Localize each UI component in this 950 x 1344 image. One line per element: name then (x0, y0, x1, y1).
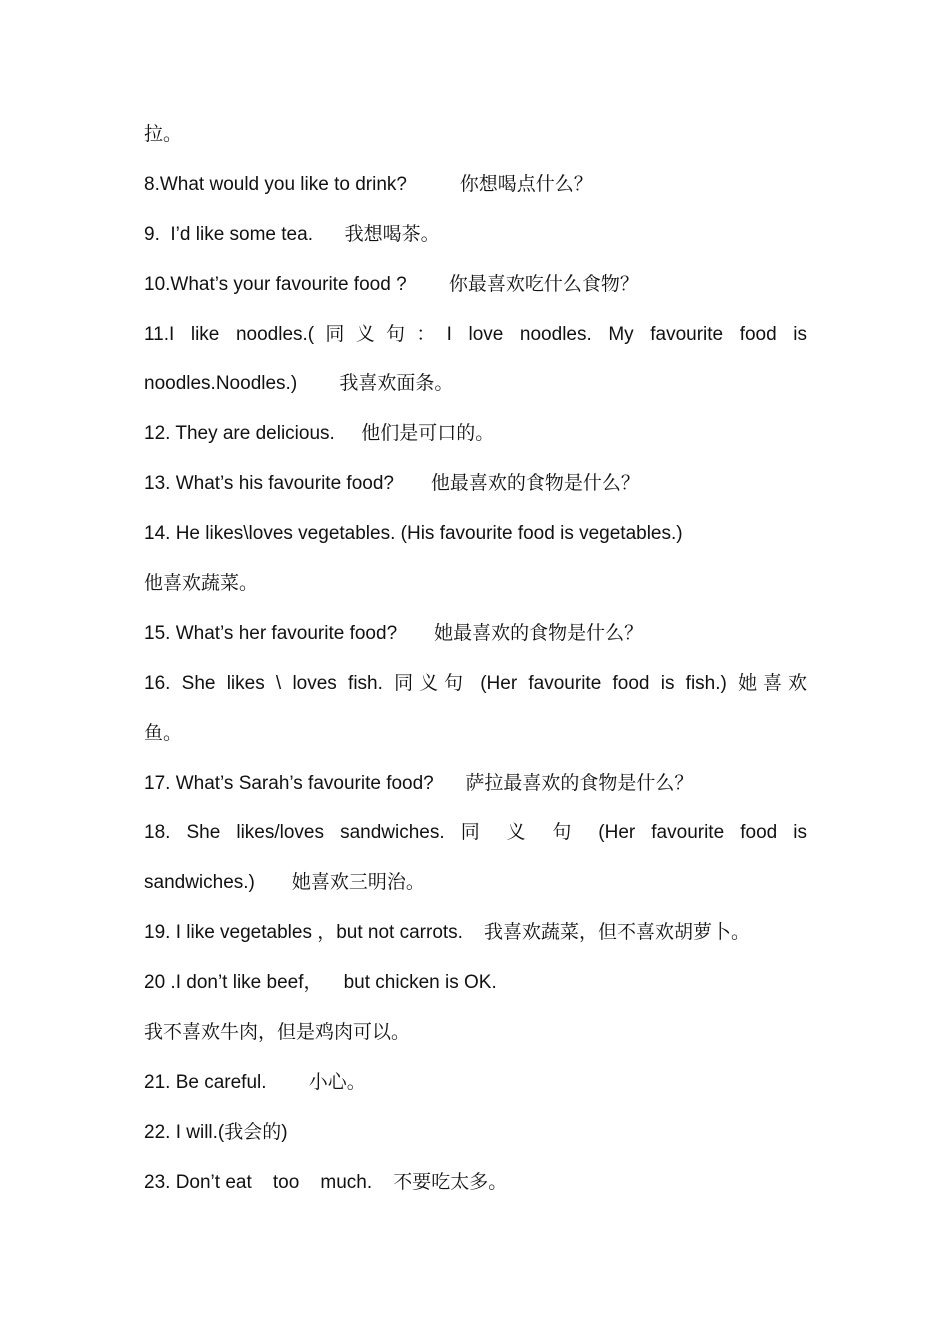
text-line-22: 23. Don’t eat too much. 不要吃太多。 (144, 1171, 508, 1193)
text-line-1: 拉。 (144, 124, 183, 145)
text-line-19: 我不喜欢牛肉，但是鸡肉可以。 (144, 1022, 411, 1044)
text-line-9: 14. He likes\loves vegetables. (His favourite food is vegetables.) (144, 523, 683, 545)
text-line-7: 12. They are delicious. 他们是可口的。 (144, 423, 495, 445)
text-line-13: 鱼。 (144, 722, 183, 744)
document-page (144, 110, 807, 1208)
text-line-21: 22. I will.(我会的) (144, 1121, 288, 1143)
text-line-8: 13. What’s his favourite food? 他最喜欢的食物是什么？ (144, 473, 640, 495)
text-line-5: 11.I like noodles.(同义句：I love noodles. My favourite food is (144, 323, 807, 345)
text-line-10: 他喜欢蔬菜。 (144, 573, 259, 595)
text-line-17: 19. I like vegetables ，but not carrots. 我喜欢蔬菜，但不喜欢胡萝卜。 (144, 922, 751, 944)
text-line-18: 20 .I don’t like beef， but chicken is OK. (144, 972, 497, 994)
text-line-2: 8.What would you like to drink? 你想喝点什么？ (144, 173, 593, 195)
text-line-15: 18. She likes/loves sandwiches. 同 义 句 (Her favourite food is (144, 822, 807, 844)
text-line-20: 21. Be careful. 小心。 (144, 1071, 366, 1093)
text-line-16: sandwiches.) 她喜欢三明治。 (144, 872, 425, 894)
text-line-12: 16. She likes \ loves fish. 同义句 (Her favourite food is fish.) 她喜欢 (144, 672, 807, 694)
text-line-3: 9. I’d like some tea. 我想喝茶。 (144, 223, 440, 245)
text-line-4: 10.What’s your favourite food ? 你最喜欢吃什么食物？ (144, 273, 639, 295)
text-line-14: 17. What’s Sarah’s favourite food? 萨拉最喜欢的食物是什么？ (144, 772, 694, 794)
text-line-11: 15. What’s her favourite food? 她最喜欢的食物是什么？ (144, 622, 644, 644)
text-line-6: noodles.Noodles.) 我喜欢面条。 (144, 373, 454, 395)
